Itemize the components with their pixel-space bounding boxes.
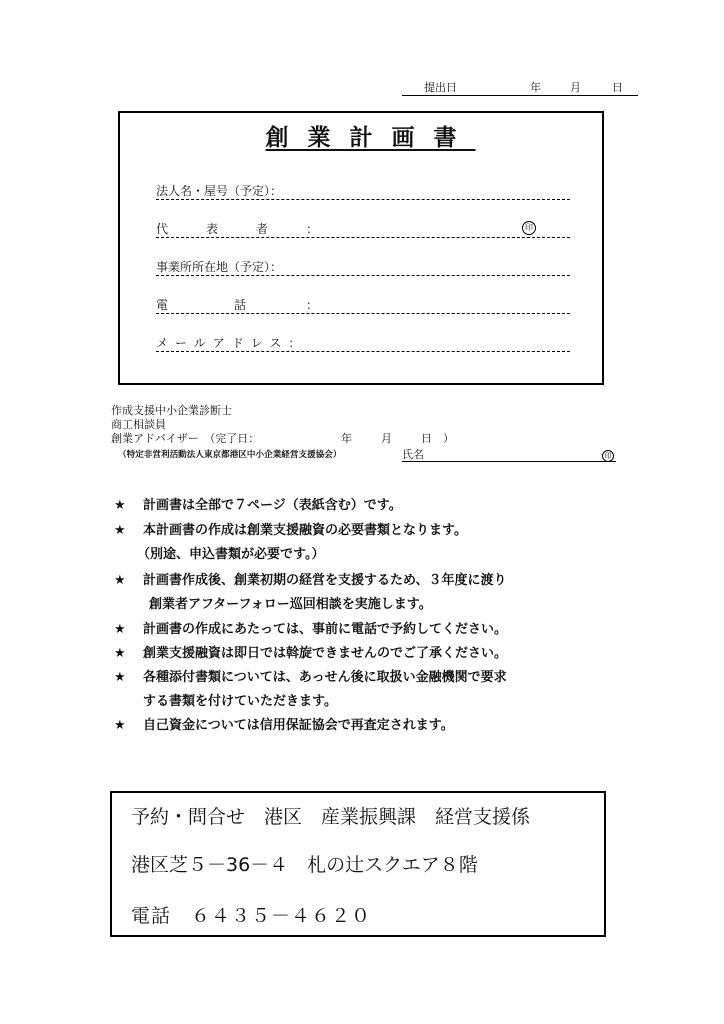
form-title: 創業計画書 (265, 125, 476, 151)
star-icon: ★ (114, 718, 126, 733)
representative-field[interactable] (156, 221, 570, 238)
phone-field[interactable] (156, 297, 570, 314)
contact-address: 港区芝５－36－４ 札の辻スクエア８階 (131, 854, 478, 876)
phone-label-char-1: 電 (156, 298, 169, 312)
submission-month-label: 月 (570, 81, 581, 94)
representative-label-char-1: 代 (156, 222, 169, 236)
advisor-seal-mark: 印 (602, 450, 614, 462)
phone-label-colon: ： (306, 298, 319, 312)
advisor-role-2: 商工相談員 (111, 418, 166, 431)
note-text: 自己資金については信用保証協会で再査定されます。 (143, 718, 454, 733)
star-icon: ★ (114, 523, 126, 538)
note-item-2-cont: （別途、申込書類が必要です。） (137, 547, 325, 562)
representative-seal-mark: 印 (522, 221, 536, 235)
note-text: 計画書は全部で７ページ（表紙含む）です。 (143, 498, 402, 513)
star-icon: ★ (114, 646, 126, 661)
company-name-label: 法人名・屋号（予定）： (156, 184, 283, 198)
note-item-3-cont: 創業者アフターフォロー巡回相談を実施します。 (149, 597, 432, 612)
note-text: 計画書作成後、創業初期の経営を支援するため、３年度に渡り (143, 573, 507, 588)
representative-label-colon: ： (306, 222, 319, 236)
office-address-field[interactable] (156, 259, 570, 276)
phone-label-char-2: 話 (234, 298, 247, 312)
office-address-label: 事業所所在地（予定）： (156, 260, 283, 274)
submission-day-label: 日 (612, 81, 623, 94)
applicant-info-box (118, 111, 604, 385)
contact-box (110, 791, 606, 937)
representative-label-char-2: 表 (206, 222, 219, 236)
advisor-name-label: 氏名 (402, 448, 424, 461)
star-icon: ★ (114, 622, 126, 637)
advisor-org-name: （特定非営利活動法人東京都港区中小企業経営支援協会） (118, 450, 342, 460)
representative-label-char-3: 者 (256, 222, 269, 236)
contact-department: 予約・問合せ 港区 産業振興課 経営支援係 (131, 806, 531, 828)
note-text: 本計画書の作成は創業支援融資の必要書類となります。 (143, 523, 467, 538)
advisor-close-paren: ） (443, 432, 454, 445)
note-item-6-cont: する書類を付けていただきます。 (143, 694, 337, 709)
advisor-day-label: 日 (421, 432, 432, 445)
note-text: 各種添付書類については、あっせん後に取扱い金融機関で要求 (143, 670, 507, 685)
star-icon: ★ (114, 573, 126, 588)
advisor-org-row (111, 447, 616, 463)
email-label: メールアドレス： (156, 336, 308, 350)
star-icon: ★ (114, 498, 126, 513)
advisor-completion-label: 創業アドバイザー （完了日： (111, 432, 260, 445)
company-name-field[interactable] (156, 183, 570, 200)
advisor-role-1: 作成支援中小企業診断士 (111, 404, 232, 417)
advisor-completion-row (111, 432, 616, 446)
star-icon: ★ (114, 670, 126, 685)
contact-phone: 電話 ６４３５－４６２０ (131, 905, 372, 927)
email-field[interactable] (156, 335, 570, 352)
advisor-name-field[interactable] (402, 449, 616, 462)
advisor-month-label: 月 (381, 432, 392, 445)
submission-date-label: 提出日 (424, 81, 457, 94)
note-text: 計画書の作成にあたっては、事前に電話で予約してください。 (143, 622, 508, 637)
submission-date-line (402, 80, 638, 96)
submission-year-label: 年 (530, 81, 541, 94)
note-text: 創業支援融資は即日では斡旋できませんのでご了承ください。 (143, 646, 508, 661)
advisor-year-label: 年 (341, 432, 352, 445)
